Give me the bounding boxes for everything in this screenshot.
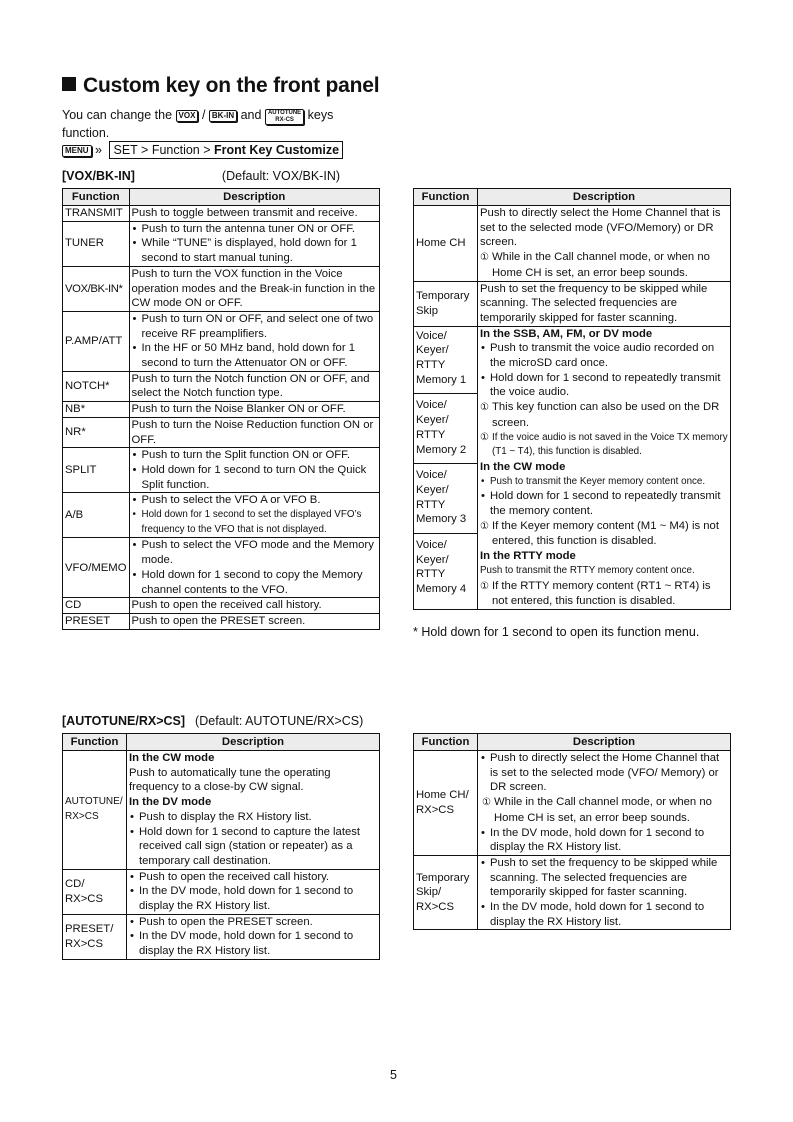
table-row: Home CH Push to directly select the Home Channel that is set to the selected mode (VFO/Memory) or DR screen. ① While in the Call channel mode, or when no Home CH is set, an error beep sounds. xyxy=(414,206,731,282)
vox-key-icon: VOX xyxy=(176,110,199,122)
autotune-key-icon: AUTOTUNE RX-CS xyxy=(265,109,304,125)
table-row: P.AMP/ATT • Push to turn ON or OFF, and select one of two receive RF preamplifiers. • In the HF or 50 MHz band, hold down for 1 second to turn the Attenuator ON or OFF. xyxy=(63,311,380,371)
table-row: PRESET/ RX>CS • Push to open the PRESET screen. • In the DV mode, hold down for 1 second to display the RX History list. xyxy=(63,914,380,959)
home-ch-function-table: Function Description Home CH Push to directly select the Home Channel that is set to the selected mode (VFO/Memory) or DR screen. ① While in the Call channel mode, or when no Home CH is set, an error beep sounds. Temporary Skip Push to set the frequency to be skipped while scanning. The selected frequencies are temporarily skipped for faster scanning. Voice/ Keyer/ RTTY Memory 1 Voice/ Keyer/ RTTY Memory 2 Voice/ Keyer/ RTTY Memory 3 Voice/ Keyer/ RTTY Memory 4 In the SSB, AM, FM, or DV mode • Push to transmit the voice audio recorded on the microSD card once. • Hold down for 1 second to repeatedly transmit the voice audio. ① This key function can also be used on the DR screen. ① If the voice audio is not saved in the Voice TX memory (T1 ~ T4), this function is disabled. In the CW mode • Push to transmit the Keyer memory content once. • Hold down for 1 second to repeatedly transmit the memory content. ① If the Keyer memory content (M1 ~ M4) is not entered, this function is disabled. In the RTTY mode Push to transmit the RTTY memory content once. ① If the RTTY memory content (RT1 ~ RT4) is not entered, this function is disabled. xyxy=(413,188,731,610)
page-title: Custom key on the front panel xyxy=(62,74,379,98)
table-row: Temporary Skip Push to set the frequency to be skipped while scanning. The selected frequencies are temporarily skipped for faster scanning. xyxy=(414,281,731,326)
table-row: NR* Push to turn the Noise Reduction function ON or OFF. xyxy=(63,417,380,447)
intro-text: You can change the VOX / BK-IN and AUTOTUNE RX-CS keys function. xyxy=(62,108,334,140)
square-bullet-icon xyxy=(62,77,76,91)
bkin-key-icon: BK-IN xyxy=(209,110,237,122)
table-row: TRANSMIT Push to toggle between transmit and receive. xyxy=(63,206,380,222)
table-row: CD Push to open the received call history. xyxy=(63,598,380,614)
table-row: NOTCH* Push to turn the Notch function ON or OFF, and select the Notch function type. xyxy=(63,371,380,401)
table-row: SPLIT • Push to turn the Split function ON or OFF. • Hold down for 1 second to turn ON the Quick Split function. xyxy=(63,448,380,493)
table-row: CD/ RX>CS • Push to open the received call history. • In the DV mode, hold down for 1 second to display the RX History list. xyxy=(63,869,380,914)
table-row: Home CH/ RX>CS • Push to directly select the Home Channel that is set to the selected mode (VFO/ Memory) or DR screen. ① While in the Call channel mode, or when no Home CH is set, an error beep sounds. • In the DV mode, hold down for 1 second to display the RX History list. xyxy=(414,751,731,856)
footnote: * Hold down for 1 second to open its function menu. xyxy=(413,625,700,639)
table-row: TUNER • Push to turn the antenna tuner ON or OFF. • While “TUNE” is displayed, hold down for 1 second to start manual tuning. xyxy=(63,221,380,266)
table-row: AUTOTUNE/ RX>CS In the CW mode Push to automatically tune the operating frequency to a close-by CW signal. In the DV mode • Push to display the RX History list. • Hold down for 1 second to capture the latest received call sign (station or repeater) as a temporary call destination. xyxy=(63,751,380,870)
vox-function-table: Function Description TRANSMIT Push to toggle between transmit and receive. TUNER • Push to turn the antenna tuner ON or OFF. • While “TUNE” is displayed, hold down for 1 second to start manual tuning. VOX/BK-IN* Push to turn the VOX function in the Voice operation modes and the Break-in function in the CW mode ON or OFF. P.AMP/ATT • Push to turn ON or OFF, and select one of two receive RF preamplifiers. • In the HF or 50 MHz band, hold down for 1 second to turn the Attenuator ON or OFF. NOTCH* Push to turn the Notch function ON or OFF, and select the Notch function type. NB* Push to turn the Noise Blanker ON or OFF. NR* Push to turn the Noise Reduction function ON or OFF. SPLIT • Push to turn the Split function ON or OFF. • Hold down for 1 second to turn ON the Quick Split function. A/B • Push to select the VFO A or VFO B. • Hold down for 1 second to set the displayed VFO’s frequency to the VFO that is not displayed. VFO/MEMO • Push to select the VFO mode and the Memory mode. • Hold down for 1 second to copy the Memory channel contents to the VFO. CD Push to open the received call history. PRESET Push to open the PRESET screen. xyxy=(62,188,380,630)
autotune-function-table: Function Description AUTOTUNE/ RX>CS In the CW mode Push to automatically tune the operating frequency to a close-by CW signal. In the DV mode • Push to display the RX History list. • Hold down for 1 second to capture the latest received call sign (station or repeater) as a temporary call destination. CD/ RX>CS • Push to open the received call history. • In the DV mode, hold down for 1 second to display the RX History list. PRESET/ RX>CS • Push to open the PRESET screen. • In the DV mode, hold down for 1 second to display the RX History list. xyxy=(62,733,380,960)
menu-key-icon: MENU xyxy=(62,145,92,157)
table-row: Temporary Skip/ RX>CS • Push to set the frequency to be skipped while scanning. The selected frequencies are temporarily skipped for faster scanning. • In the DV mode, hold down for 1 second to display the RX History list. xyxy=(414,855,731,930)
home-ch-rxcs-function-table: Function Description Home CH/ RX>CS • Push to directly select the Home Channel that is set to the selected mode (VFO/ Memory) or DR screen. ① While in the Call channel mode, or when no Home CH is set, an error beep sounds. • In the DV mode, hold down for 1 second to display the RX History list. Temporary Skip/ RX>CS • Push to set the frequency to be skipped while scanning. The selected frequencies are temporarily skipped for faster scanning. • In the DV mode, hold down for 1 second to display the RX History list. xyxy=(413,733,731,930)
menu-path: MENU » SET > Function > Front Key Customize xyxy=(62,141,343,159)
table-row: PRESET Push to open the PRESET screen. xyxy=(63,613,380,629)
breadcrumb: SET > Function > Front Key Customize xyxy=(109,141,343,159)
table-row: Voice/ Keyer/ RTTY Memory 1 Voice/ Keyer/ RTTY Memory 2 Voice/ Keyer/ RTTY Memory 3 Voice/ Keyer/ RTTY Memory 4 In the SSB, AM, FM, or DV mode • Push to transmit the voice audio recorded on the microSD card once. • Hold down for 1 second to repeatedly transmit the voice audio. ① This key function can also be used on the DR screen. ① If the voice audio is not saved in the Voice TX memory (T1 ~ T4), this function is disabled. In the CW mode • Push to transmit the Keyer memory content once. • Hold down for 1 second to repeatedly transmit the memory content. ① If the Keyer memory content (M1 ~ M4) is not entered, this function is disabled. In the RTTY mode Push to transmit the RTTY memory content once. ① If the RTTY memory content (RT1 ~ RT4) is not entered, this function is disabled. xyxy=(414,326,731,609)
table-row: NB* Push to turn the Noise Blanker ON or OFF. xyxy=(63,402,380,418)
section-heading-autotune: [AUTOTUNE/RX>CS] (Default: AUTOTUNE/RX>CS) xyxy=(62,714,364,728)
table-row: VOX/BK-IN* Push to turn the VOX function in the Voice operation modes and the Break-in function in the CW mode ON or OFF. xyxy=(63,266,380,311)
table-row: A/B • Push to select the VFO A or VFO B. • Hold down for 1 second to set the displayed VFO’s frequency to the VFO that is not displayed. xyxy=(63,493,380,538)
page-number: 5 xyxy=(390,1068,397,1082)
section-heading-vox: [VOX/BK-IN] (Default: VOX/BK-IN) xyxy=(62,169,341,183)
table-row: VFO/MEMO • Push to select the VFO mode and the Memory mode. • Hold down for 1 second to copy the Memory channel contents to the VFO. xyxy=(63,538,380,598)
